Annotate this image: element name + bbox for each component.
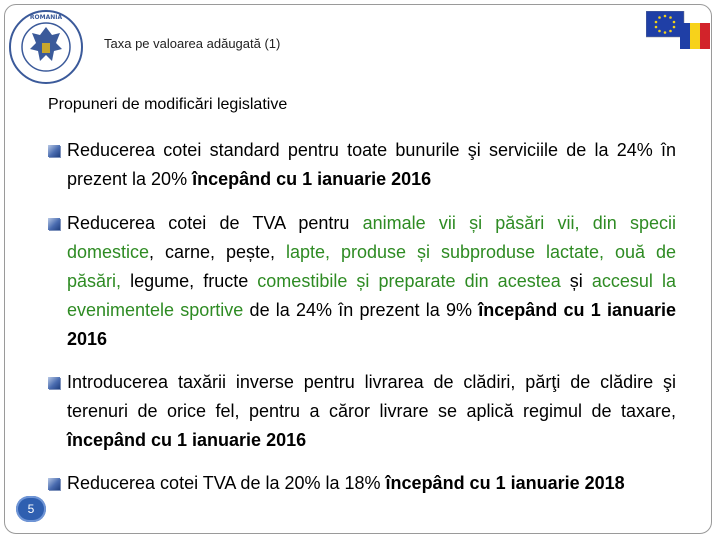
bullet-item: Reducerea cotei de TVA pentru animale vii și păsări vii, din specii domestice, carne, pește, lapte, produse și subproduse lactate, ouă de păsări, legume, fructe comestibile și preparate din acestea și accesul la evenimentele sportive de la 24% în prezent la 9% începând cu 1 ianuarie 2016 (48, 209, 676, 354)
square-bullet-icon (48, 145, 60, 157)
square-bullet-icon (48, 218, 60, 230)
ministry-logo (8, 9, 84, 85)
page-number-badge: 5 (16, 496, 46, 522)
square-bullet-icon (48, 377, 60, 389)
bullet-item: Introducerea taxării inverse pentru livrarea de clădiri, părţi de clădire şi terenuri de orice fel, pentru a căror livrare se aplică regimul de taxare, începând cu 1 ianuarie 2016 (48, 368, 676, 455)
square-bullet-icon (48, 478, 60, 490)
bullet-item: Reducerea cotei TVA de la 20% la 18% începând cu 1 ianuarie 2018 (48, 469, 676, 498)
slide-header-title: Taxa pe valoarea adăugată (1) (104, 36, 281, 51)
bullet-item: Reducerea cotei standard pentru toate bunurile şi serviciile de la 24% în prezent la 20% începând cu 1 ianuarie 2016 (48, 136, 676, 194)
bullet-list (48, 136, 676, 498)
slide-subtitle: Propuneri de modificări legislative (48, 96, 288, 113)
svg-text:ROMANIA: ROMANIA (29, 14, 63, 21)
eu-romania-flags (646, 11, 710, 49)
